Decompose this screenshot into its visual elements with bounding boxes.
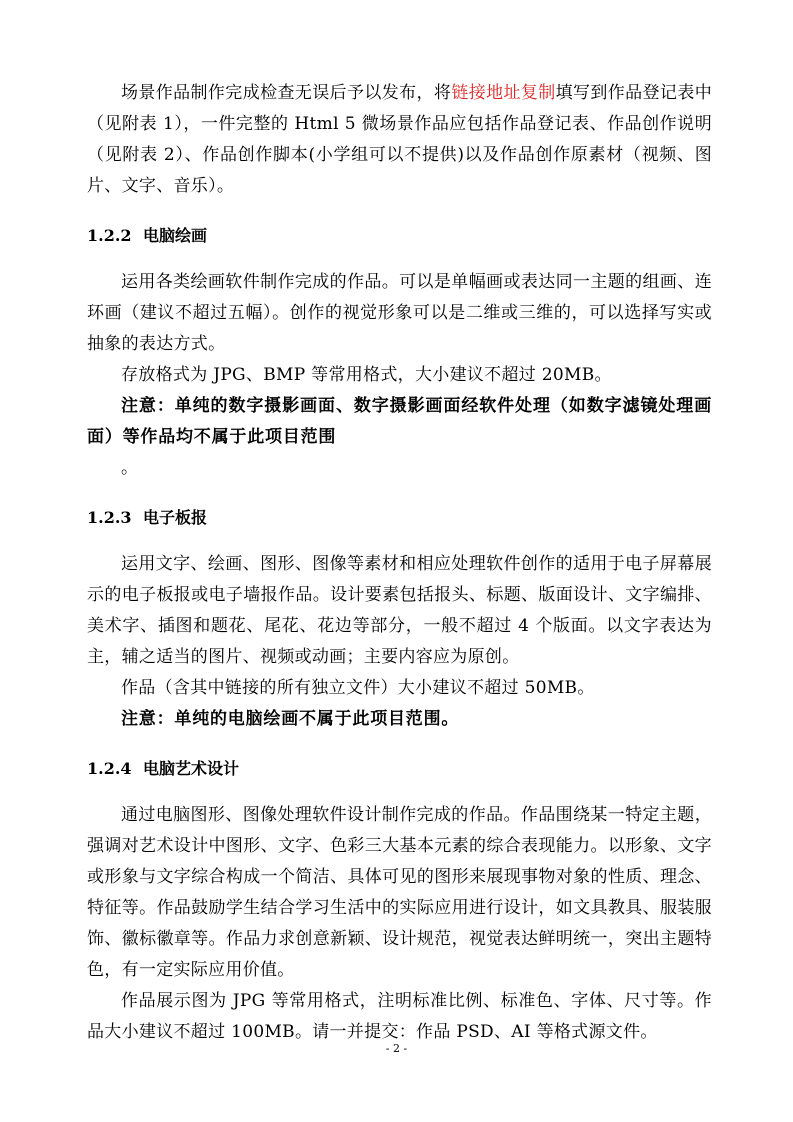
section-paragraph: 作品展示图为 JPG 等常用格式，注明标准比例、标准色、字体、尺寸等。作品大小建议不超过 100MB。请一并提交：作品 PSD、AI 等格式源文件。 — [87, 991, 712, 1042]
section-heading-1-2-2 — [87, 220, 712, 251]
section-number: 1.2.2 — [87, 226, 132, 245]
section-number: 1.2.3 — [87, 508, 132, 527]
section-number: 1.2.4 — [87, 759, 132, 778]
intro-paragraph — [87, 78, 712, 202]
section-paragraph: 通过电脑图形、图像处理软件设计制作完成的作品。作品围绕某一特定主题，强调对艺术设计中图形、文字、色彩三大基本元素的综合表现能力。以形象、文字或形象与文字综合构成一个简洁、具体可见的图形来展现事物对象的性质、理念、特征等。作品鼓励学生结合学习生活中的实际应用进行设计，如文具教具、服装服饰、徽标徽章等。作品力求创意新颖、设计规范，视觉表达鲜明统一，突出主题特色，有一定实际应用价值。 — [87, 805, 712, 980]
document-body — [87, 78, 712, 1048]
section-paragraph: 运用各类绘画软件制作完成的作品。可以是单幅画或表达同一主题的组画、连环画（建议不超过五幅）。创作的视觉形象可以是二维或三维的，可以选择写实或抽象的表达方式。 — [87, 272, 712, 354]
section-note: 注意：单纯的电脑绘画不属于此项目范围。 — [121, 709, 460, 729]
section-title: 电脑艺术设计 — [143, 759, 240, 778]
section-heading-1-2-3 — [87, 502, 712, 533]
trailing-punctuation: 。 — [121, 458, 139, 478]
page-number: - 2 - — [385, 1042, 408, 1055]
section-heading-1-2-4 — [87, 753, 712, 784]
section-title: 电子板报 — [143, 508, 208, 527]
section-paragraph: 存放格式为 JPG、BMP 等常用格式，大小建议不超过 20MB。 — [121, 365, 612, 385]
intro-text-a: 场景作品制作完成检查无误后予以发布，将 — [121, 83, 452, 103]
section-title: 电脑绘画 — [143, 226, 208, 245]
intro-text-b: 填写到作品登记表中（见附表 1），一件完整的 Html 5 微场景作品应包括作品登记表、作品创作说明（见附表 2）、作品创作脚本(小学组可以不提供)以及作品创作原素材（视频、图片、文字、音乐）。 — [87, 83, 712, 196]
section-note: 注意：单纯的数字摄影画面、数字摄影画面经软件处理（如数字滤镜处理画面）等作品均不属于此项目范围 — [87, 396, 712, 447]
highlighted-text: 链接地址复制 — [451, 83, 556, 103]
section-paragraph: 运用文字、绘画、图形、图像等素材和相应处理软件创作的适用于电子屏幕展示的电子板报或电子墙报作品。设计要素包括报头、标题、版面设计、文字编排、美术字、插图和题花、尾花、花边等部分，一般不超过 4 个版面。以文字表达为主，辅之适当的图片、视频或动画；主要内容应为原创。 — [87, 554, 712, 667]
section-paragraph: 作品（含其中链接的所有独立文件）大小建议不超过 50MB。 — [121, 678, 595, 698]
